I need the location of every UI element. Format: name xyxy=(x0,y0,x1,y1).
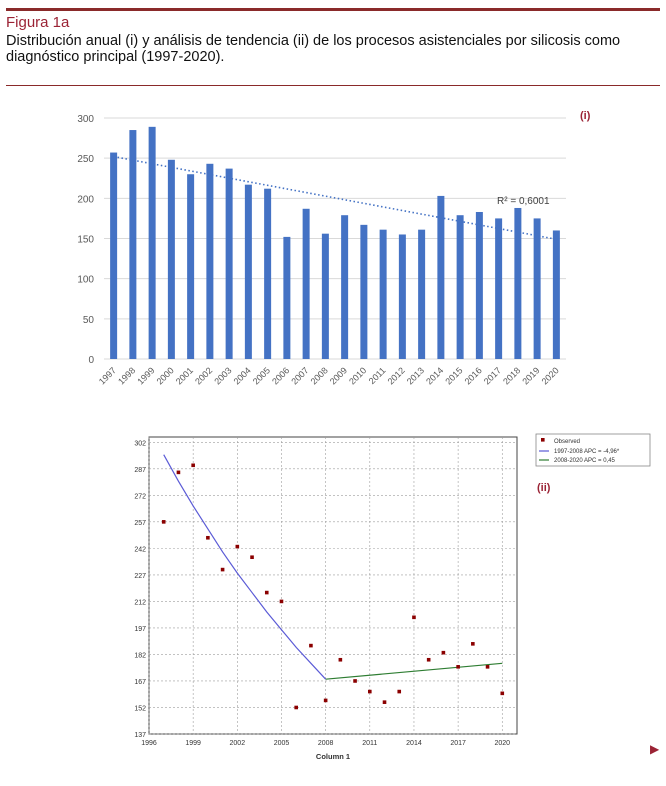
legend-label-seg1: 1997-2008 APC = -4,96* xyxy=(554,449,620,455)
y-tick-label: 227 xyxy=(134,572,146,580)
x-tick-label: 2002 xyxy=(193,365,215,387)
y-tick-label: 250 xyxy=(77,154,94,166)
x-tick-label: 2008 xyxy=(317,740,334,747)
y-tick-label: 100 xyxy=(77,274,94,286)
x-tick-label: 2020 xyxy=(539,365,561,387)
observed-point xyxy=(206,536,210,540)
y-tick-label: 272 xyxy=(134,493,146,501)
x-tick-label: 2010 xyxy=(347,365,369,387)
legend-label-seg2: 2008-2020 APC = 0,45 xyxy=(554,458,615,464)
x-tick-label: 2012 xyxy=(385,365,407,387)
y-tick-label: 200 xyxy=(77,194,94,206)
r-squared-label: R² = 0,6001 xyxy=(497,196,550,207)
x-tick-label: 2018 xyxy=(501,365,523,387)
y-tick-label: 212 xyxy=(134,599,146,607)
observed-point xyxy=(383,700,387,704)
next-page-arrow-icon[interactable]: ▶ xyxy=(650,742,660,756)
x-tick-label: 2019 xyxy=(520,365,542,387)
observed-point xyxy=(412,616,416,620)
observed-point xyxy=(280,600,284,604)
x-tick-label: 2003 xyxy=(212,365,234,387)
y-tick-label: 0 xyxy=(88,355,94,366)
y-tick-label: 50 xyxy=(82,314,94,326)
observed-point xyxy=(353,679,357,683)
plot-area xyxy=(149,437,517,734)
observed-point xyxy=(250,555,254,559)
observed-point xyxy=(294,706,298,710)
x-tick-label: 1996 xyxy=(141,740,157,747)
y-tick-label: 302 xyxy=(134,440,146,448)
x-tick-label: 2001 xyxy=(173,365,196,387)
panel-label-ii: (ii) xyxy=(537,482,551,494)
x-tick-label: 2017 xyxy=(450,740,466,747)
figure-label: Figura 1a xyxy=(6,14,70,31)
x-tick-label: 1998 xyxy=(116,365,138,387)
observed-point xyxy=(442,651,446,655)
x-tick-label: 2000 xyxy=(154,365,176,387)
observed-point xyxy=(339,658,343,662)
legend-swatch-observed xyxy=(541,438,545,442)
y-tick-label: 257 xyxy=(134,519,146,527)
y-tick-label: 182 xyxy=(134,652,146,660)
y-tick-label: 167 xyxy=(134,678,146,686)
y-tick-label: 300 xyxy=(77,114,94,125)
observed-point xyxy=(456,665,460,669)
x-tick-label: 2013 xyxy=(404,365,427,387)
x-tick-label: 1999 xyxy=(135,365,157,387)
observed-point xyxy=(471,642,475,646)
observed-point xyxy=(309,644,313,648)
x-tick-label: 2020 xyxy=(494,740,511,747)
x-tick-label: 2015 xyxy=(443,365,465,387)
observed-point xyxy=(162,520,166,524)
y-tick-label: 287 xyxy=(134,466,146,474)
x-tick-label: 2006 xyxy=(270,365,292,387)
observed-point xyxy=(427,658,431,662)
y-tick-label: 242 xyxy=(134,546,146,554)
figure-title: Distribución anual (i) y análisis de tendencia (ii) de los procesos asistenciales por silicosis como diagnóstico principal (1997-2020). xyxy=(6,33,621,65)
legend-label-observed: Observed xyxy=(554,439,581,445)
observed-point xyxy=(500,692,504,696)
observed-point xyxy=(177,471,181,475)
observed-point xyxy=(191,463,195,467)
x-tick-label: 2005 xyxy=(273,740,290,747)
panel-label-i: (i) xyxy=(580,110,591,122)
x-axis-label: Column 1 xyxy=(315,752,351,761)
x-tick-label: 2008 xyxy=(308,365,330,387)
observed-point xyxy=(265,591,269,595)
observed-point xyxy=(486,665,490,669)
observed-point xyxy=(397,690,401,694)
x-tick-label: 1999 xyxy=(185,740,201,747)
x-tick-label: 2009 xyxy=(327,365,350,387)
x-tick-label: 2002 xyxy=(229,740,246,747)
y-tick-label: 197 xyxy=(134,625,146,633)
y-tick-label: 152 xyxy=(134,705,146,713)
x-tick-label: 2011 xyxy=(362,740,378,747)
y-tick-label: 150 xyxy=(77,234,94,246)
observed-point xyxy=(324,699,328,703)
y-tick-label: 137 xyxy=(134,732,146,739)
observed-point xyxy=(368,690,372,694)
observed-point xyxy=(221,568,225,572)
x-tick-label: 2004 xyxy=(231,365,253,387)
x-tick-label: 2017 xyxy=(481,365,504,387)
x-tick-label: 2011 xyxy=(366,365,388,387)
x-tick-label: 2007 xyxy=(289,365,311,387)
x-tick-label: 2014 xyxy=(406,740,422,747)
observed-point xyxy=(236,545,240,549)
x-tick-label: 1997 xyxy=(96,365,119,387)
x-tick-label: 2014 xyxy=(424,365,446,387)
x-tick-label: 2005 xyxy=(250,365,273,387)
x-tick-label: 2016 xyxy=(462,365,484,387)
